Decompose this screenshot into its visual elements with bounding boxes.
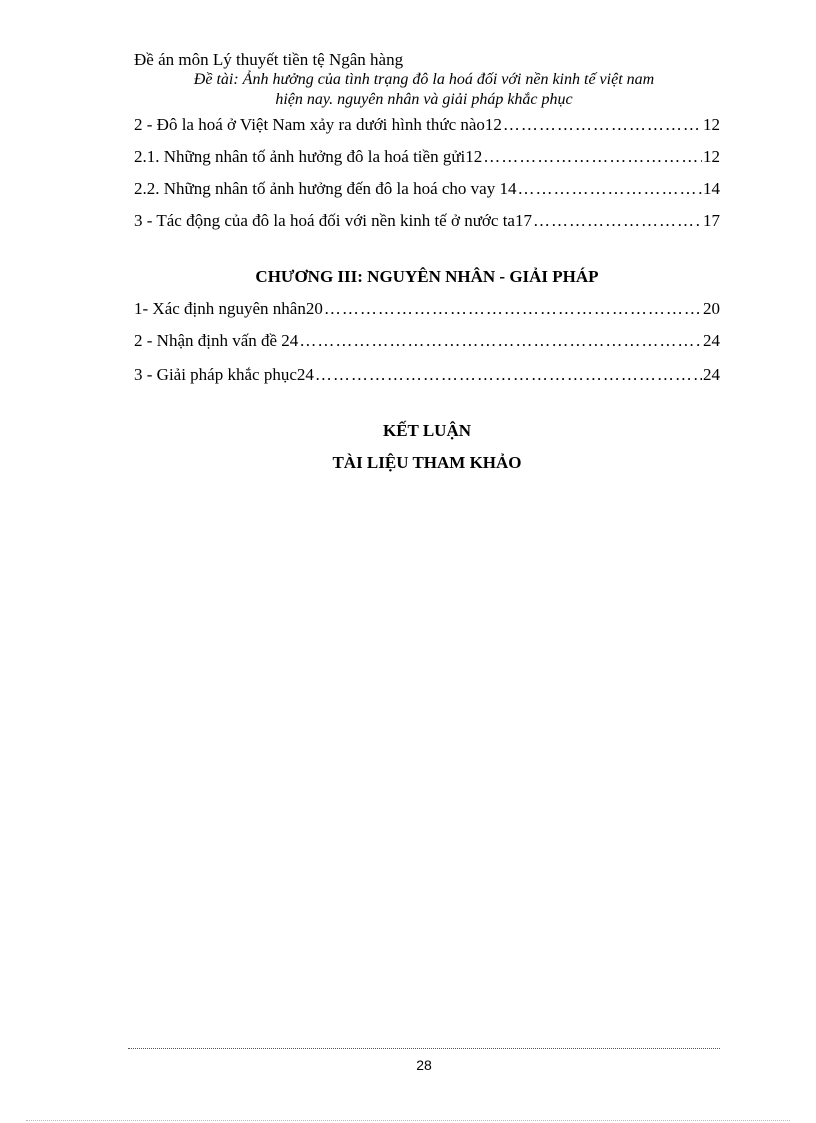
header-subtitle-line-2: hiện nay. nguyên nhân và giải pháp khắc phục (275, 91, 573, 108)
toc-entry-label: 2 - Đô la hoá ở Việt Nam xảy ra dưới hình thức nào12 (134, 115, 502, 134)
toc-entry[interactable] (134, 298, 720, 320)
toc-entry[interactable] (134, 364, 720, 386)
toc-entry[interactable] (134, 210, 720, 232)
toc-dot-leader (483, 146, 702, 168)
toc-dot-leader (503, 114, 702, 136)
page-bottom-divider (26, 1120, 790, 1121)
toc-entry-page: 14 (703, 179, 720, 198)
toc-dot-leader (315, 364, 702, 386)
toc-entry-label: 3 - Tác động của đô la hoá đối với nền kinh tế ở nước ta17 (134, 211, 532, 230)
toc-entry-label: 2.1. Những nhân tố ảnh hưởng đô la hoá tiền gửi12 (134, 147, 483, 166)
chapter-heading: CHƯƠNG III: NGUYÊN NHÂN - GIẢI PHÁP (255, 267, 599, 286)
toc-entry-page: 12 (703, 115, 720, 134)
toc-entry-label: 2.2. Những nhân tố ảnh hưởng đến đô la hoá cho vay 14 (134, 179, 517, 198)
toc-dot-leader (324, 298, 702, 320)
header-title: Đề án môn Lý thuyết tiền tệ Ngân hàng (134, 50, 404, 69)
toc-entry-label: 1- Xác định nguyên nhân20 (134, 299, 323, 318)
page-number: 28 (416, 1057, 432, 1073)
toc-entry[interactable] (134, 146, 720, 168)
toc-entry-label: 3 - Giải pháp khắc phục24 (134, 365, 314, 384)
toc-entry[interactable] (134, 330, 720, 352)
toc-entry-page: 20 (703, 299, 720, 318)
footer-divider (128, 1048, 720, 1049)
conclusion-heading: KẾT LUẬN (382, 421, 471, 440)
toc-entry-page: 24 (703, 365, 720, 384)
toc-entry-page: 17 (703, 211, 720, 230)
references-heading: TÀI LIỆU THAM KHẢO (332, 453, 522, 472)
toc-entry-page: 12 (703, 147, 720, 166)
toc-dot-leader (517, 178, 702, 200)
toc-entry-page: 24 (703, 331, 720, 350)
toc-dot-leader (533, 210, 702, 232)
toc-entry-label: 2 - Nhận định vấn đề 24 (134, 331, 299, 350)
page-header (134, 50, 724, 110)
toc-entry[interactable] (134, 178, 720, 200)
toc-dot-leader (299, 330, 702, 352)
header-subtitle-line-1: Đề tài: Ảnh hưởng của tình trạng đô la hoá đối với nền kinh tế việt nam (193, 71, 655, 88)
toc-entry[interactable] (134, 114, 720, 136)
